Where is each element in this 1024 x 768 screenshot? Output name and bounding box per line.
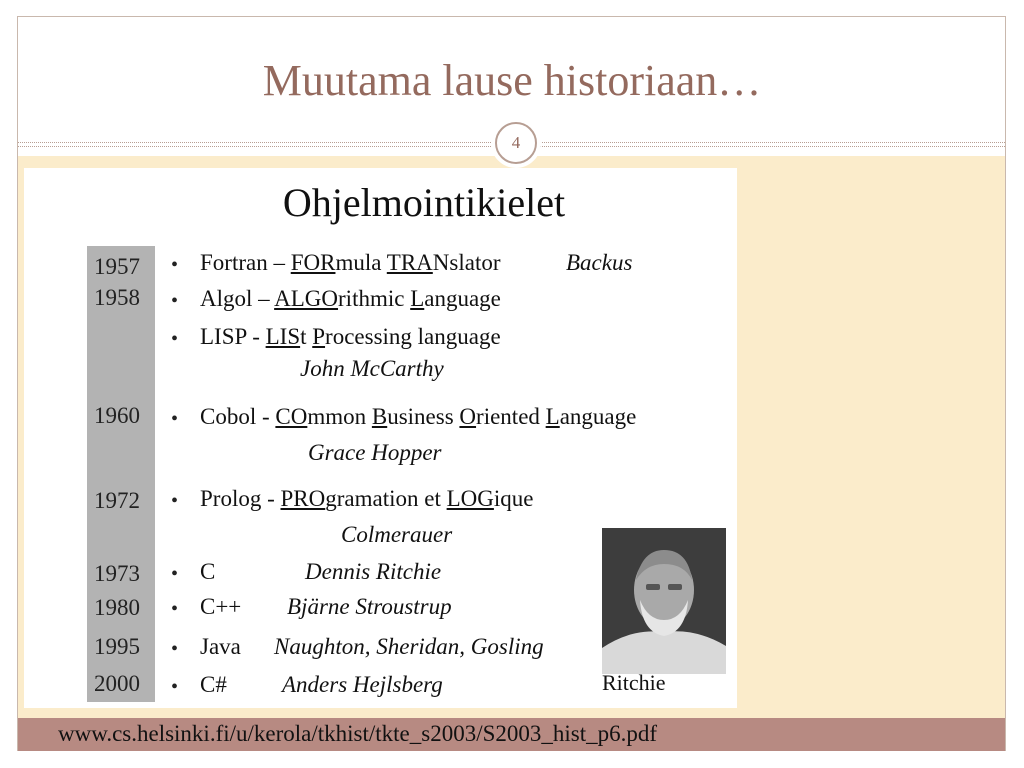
author-name: John McCarthy	[300, 356, 444, 381]
language-name: Java	[200, 634, 241, 659]
author-name: Naughton, Sheridan, Gosling	[274, 634, 544, 659]
acronym-part: FOR	[290, 250, 336, 275]
language-line	[200, 486, 534, 512]
expansion-part: riented	[476, 404, 546, 429]
language-line	[200, 672, 227, 698]
languages-image-panel	[24, 168, 737, 708]
expansion-part: rithmic	[338, 286, 411, 311]
ritchie-photo	[602, 528, 726, 674]
source-url[interactable]: www.cs.helsinki.fi/u/kerola/tkhist/tkte_s2003/S2003_hist_p6.pdf	[58, 721, 658, 746]
acronym-part: CO	[275, 404, 308, 429]
expansion-part: rocessing language	[325, 324, 501, 349]
year-label: 1958	[94, 285, 140, 310]
language-name: Algol –	[200, 286, 275, 311]
bullet-icon: •	[171, 408, 179, 430]
language-line	[200, 634, 241, 660]
language-name: C	[200, 559, 216, 584]
acronym-part: L	[410, 286, 425, 311]
expansion-part: Nslator	[432, 250, 501, 275]
acronym-part: ALGO	[274, 286, 339, 311]
photo-caption: Ritchie	[602, 670, 666, 695]
author-name: Dennis Ritchie	[305, 559, 442, 584]
bullet-icon: •	[171, 598, 179, 620]
year-label: 1995	[94, 634, 140, 659]
author-name: Bjärne Stroustrup	[287, 594, 452, 619]
language-name: C#	[200, 672, 227, 697]
expansion-part: mmon	[307, 404, 372, 429]
language-name: Fortran –	[200, 250, 291, 275]
year-label: 1980	[94, 595, 140, 620]
acronym-part: B	[371, 404, 388, 429]
bullet-icon: •	[171, 328, 179, 350]
year-label: 1973	[94, 561, 140, 586]
expansion-part: usiness	[387, 404, 460, 429]
panel-title: Ohjelmointikielet	[282, 180, 566, 225]
bullet-icon: •	[171, 563, 179, 585]
acronym-part: LIS	[265, 324, 301, 349]
expansion-part: t	[300, 324, 313, 349]
bullet-icon: •	[171, 490, 179, 512]
page-number: 4	[495, 122, 537, 164]
bullet-icon: •	[171, 254, 179, 276]
year-label: 2000	[94, 671, 140, 696]
language-name: LISP -	[200, 324, 266, 349]
expansion-part: ique	[493, 486, 534, 511]
acronym-part: O	[459, 404, 477, 429]
author-name: Grace Hopper	[308, 440, 442, 465]
language-name: Prolog -	[200, 486, 281, 511]
expansion-part: gramation et	[325, 486, 447, 511]
language-line	[200, 324, 501, 350]
year-label: 1972	[94, 488, 140, 513]
bullet-icon: •	[171, 638, 179, 660]
language-line	[200, 594, 241, 620]
author-name: Backus	[566, 250, 633, 275]
bullet-icon: •	[171, 290, 179, 312]
language-line	[200, 286, 501, 312]
language-name: Cobol -	[200, 404, 276, 429]
author-name: Colmerauer	[341, 522, 453, 547]
expansion-part: mula	[335, 250, 387, 275]
author-name: Anders Hejlsberg	[282, 672, 443, 697]
acronym-part: LOG	[446, 486, 494, 511]
year-label: 1960	[94, 403, 140, 428]
acronym-part: PRO	[280, 486, 326, 511]
expansion-part: anguage	[559, 404, 637, 429]
language-line	[200, 250, 501, 276]
expansion-part: anguage	[424, 286, 501, 311]
acronym-part: TRA	[386, 250, 433, 275]
acronym-part: L	[545, 404, 560, 429]
language-name: C++	[200, 594, 242, 619]
acronym-part: P	[312, 324, 326, 349]
language-line	[200, 404, 636, 430]
footer-bar	[18, 718, 1005, 751]
year-label: 1957	[94, 254, 140, 279]
bullet-icon: •	[171, 676, 179, 698]
slide-title: Muutama lause historiaan…	[262, 56, 762, 105]
language-line	[200, 559, 215, 585]
page-number-badge	[491, 118, 541, 168]
